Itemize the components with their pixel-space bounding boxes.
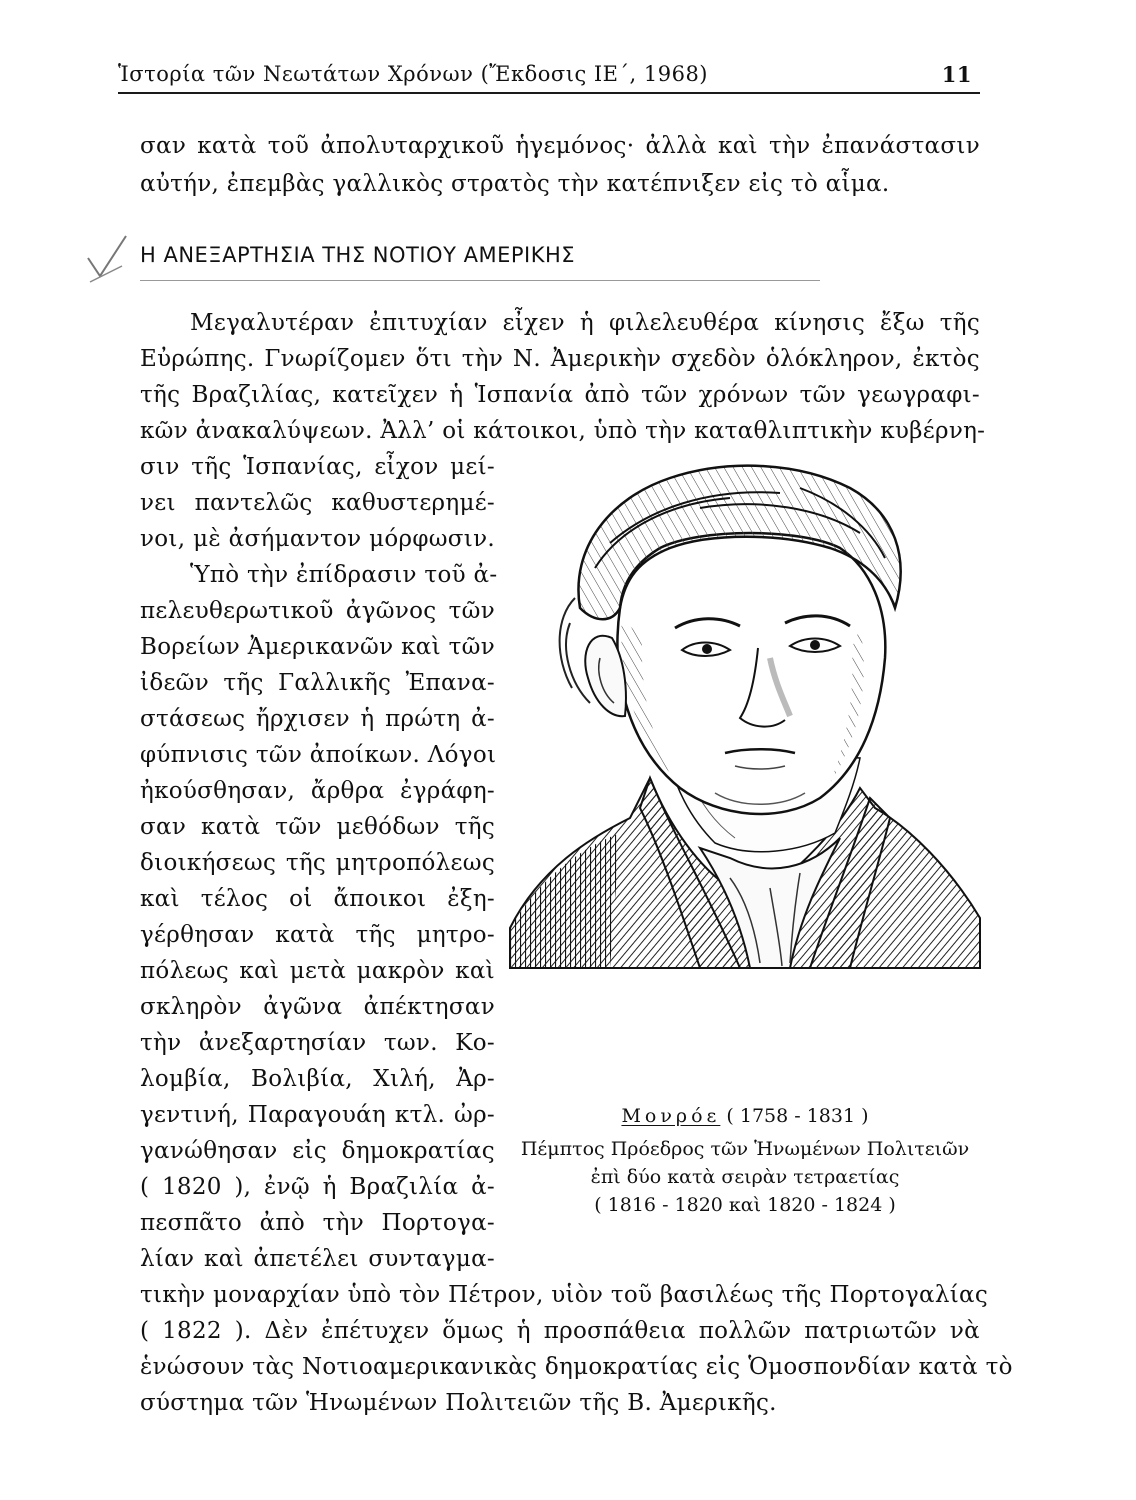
portrait-engraving [500, 448, 990, 1098]
column-line: ἰδεῶν τῆς Γαλλικῆς Ἐπανα- [140, 670, 495, 696]
column-line: νει παντελῶς καθυστερημέ- [140, 490, 495, 516]
paragraph-line: κῶν ἀνακαλύψεων. Ἀλλ’ οἱ κάτοικοι, ὑπὸ τὴν καταθλιπτικὴν κυβέρνη- [140, 418, 986, 444]
intro-line-1: σαν κατὰ τοῦ ἀπολυταρχικοῦ ἡγεμόνος· ἀλλὰ καὶ τὴν ἐπανάστασιν [140, 133, 980, 159]
running-title: Ἱστορία τῶν Νεωτάτων Χρόνων (Ἔκδοσις ΙΕ΄, 1968) [118, 62, 708, 86]
column-line: Ὑπὸ τὴν ἐπίδρασιν τοῦ ἀ- [190, 562, 498, 588]
column-line: σαν κατὰ τῶν μεθόδων τῆς [140, 814, 495, 840]
paragraph-line: τῆς Βραζιλίας, κατεῖχεν ἡ Ἱσπανία ἀπὸ τῶν χρόνων τῶν γεωγραφι- [140, 382, 980, 408]
section-title: Η ΑΝΕΞΑΡΤΗΣΙΑ ΤΗΣ ΝΟΤΙΟΥ ΑΜΕΡΙΚΗΣ [140, 243, 576, 267]
column-line: νοι, μὲ ἀσήμαντον μόρφωσιν. [140, 526, 495, 552]
paragraph-line: ( 1822 ). Δὲν ἐπέτυχεν ὅμως ἡ προσπάθεια πολλῶν πατριωτῶν νὰ [140, 1318, 980, 1344]
intro-line-2: αὐτήν, ἐπεμβὰς γαλλικὸς στρατὸς τὴν κατέπνιξεν εἰς τὸ αἷμα. [140, 171, 890, 197]
page-number: 11 [941, 62, 972, 87]
column-line: γέρθησαν κατὰ τῆς μητρο- [140, 922, 495, 948]
portrait-subject-dates: ( 1758 - 1831 ) [726, 1105, 869, 1127]
portrait-caption-title [500, 1105, 990, 1127]
paragraph-line: Εὐρώπης. Γνωρίζομεν ὅτι τὴν Ν. Ἀμερικὴν σχεδὸν ὁλόκληρον, ἐκτὸς [140, 346, 980, 372]
pencil-checkmark-icon [86, 232, 130, 292]
column-line: ( 1820 ), ἐνῷ ἡ Βραζιλία ἀ- [140, 1174, 495, 1200]
column-line: στάσεως ἤρχισεν ἡ πρώτη ἀ- [140, 706, 495, 732]
paragraph-line: ἑνώσουν τὰς Νοτιοαμερικανικὰς δημοκρατίας εἰς Ὁμοσπονδίαν κατὰ τὸ [140, 1354, 1013, 1380]
column-line: Βορείων Ἀμερικανῶν καὶ τῶν [140, 634, 495, 660]
section-underline [140, 280, 820, 281]
column-line: φύπνισις τῶν ἀποίκων. Λόγοι [140, 742, 497, 768]
column-line: διοικήσεως τῆς μητροπόλεως [140, 850, 495, 876]
portrait-caption-line: Πέμπτος Πρόεδρος τῶν Ἡνωμένων Πολιτειῶν [520, 1138, 970, 1160]
column-line: τὴν ἀνεξαρτησίαν των. Κο- [140, 1030, 495, 1056]
column-line: λομβία, Βολιβία, Χιλή, Ἀρ- [140, 1066, 495, 1092]
column-line: καὶ τέλος οἱ ἄποικοι ἐξη- [140, 886, 495, 912]
portrait-caption-line: ( 1816 - 1820 καὶ 1820 - 1824 ) [594, 1194, 896, 1216]
running-header [118, 58, 980, 94]
column-line: γανώθησαν εἰς δημοκρατίας [140, 1138, 495, 1164]
column-line: πελευθερωτικοῦ ἀγῶνος τῶν [140, 598, 495, 624]
column-line: ἠκούσθησαν, ἄρθρα ἐγράφη- [140, 778, 495, 804]
portrait-subject-name: Μονρόε [621, 1105, 721, 1127]
column-line: πόλεως καὶ μετὰ μακρὸν καὶ [140, 958, 495, 984]
column-line: πεσπᾶτο ἀπὸ τὴν Πορτογα- [140, 1210, 495, 1236]
paragraph-line: τικὴν μοναρχίαν ὑπὸ τὸν Πέτρον, υἱὸν τοῦ βασιλέως τῆς Πορτογαλίας [140, 1282, 989, 1308]
column-line: λίαν καὶ ἀπετέλει συνταγμα- [140, 1246, 495, 1272]
portrait-caption-line: ἐπὶ δύο κατὰ σειρὰν τετραετίας [590, 1166, 900, 1188]
column-line: σκληρὸν ἀγῶνα ἀπέκτησαν [140, 994, 495, 1020]
column-line: σιν τῆς Ἱσπανίας, εἶχον μεί- [140, 454, 495, 480]
paragraph-line: σύστημα τῶν Ἡνωμένων Πολιτειῶν τῆς Β. Ἀμερικῆς. [140, 1390, 777, 1416]
paragraph-line: Μεγαλυτέραν ἐπιτυχίαν εἶχεν ἡ φιλελευθέρα κίνησις ἔξω τῆς [190, 310, 980, 336]
column-line: γεντινή, Παραγουάη κτλ. ὠρ- [140, 1102, 495, 1128]
